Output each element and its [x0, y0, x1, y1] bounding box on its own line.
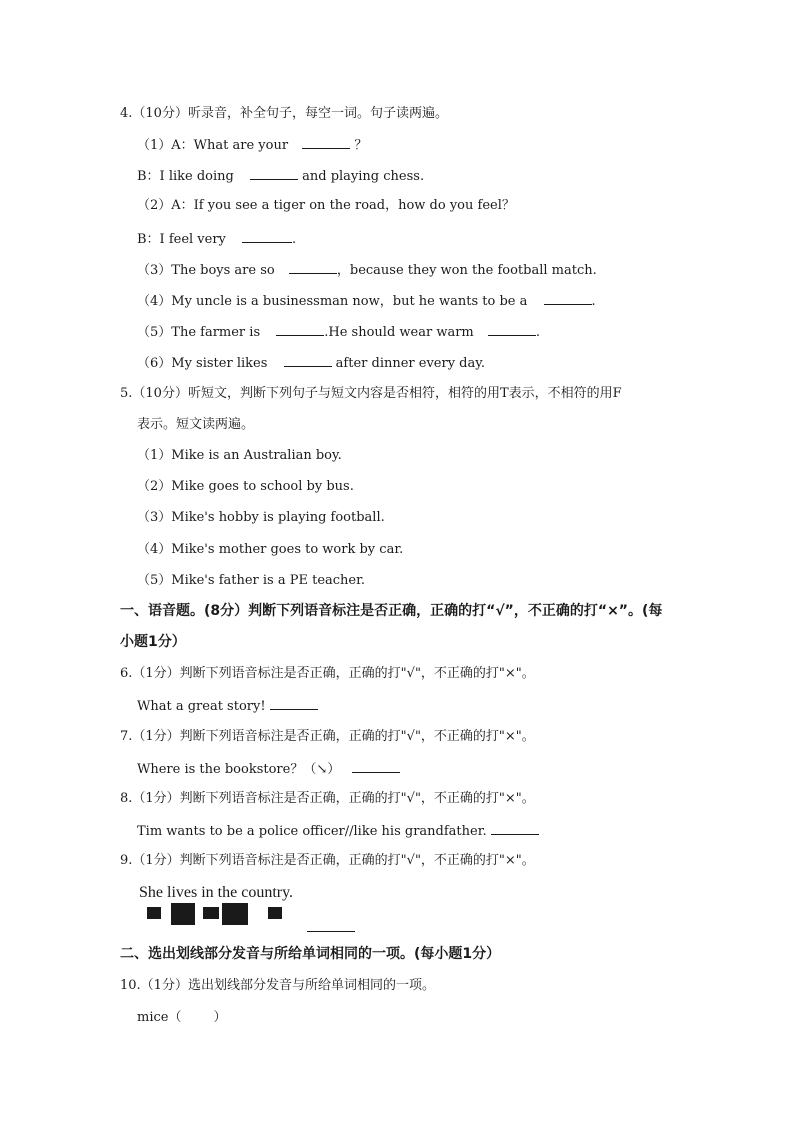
q5-item: （1）Mike is an Australian boy.: [137, 448, 342, 463]
q10-word: mice（: [137, 1010, 182, 1025]
q6-text: What a great story!: [137, 699, 266, 714]
q4-s2b-text: B：I feel very: [137, 232, 226, 247]
stress-mark-strong: [171, 903, 195, 925]
q4-s6-rest: after dinner every day.: [335, 356, 486, 371]
answer-blank[interactable]: [276, 323, 324, 336]
q4-s4-text: （4）My uncle is a businessman now，but he wants to be a: [137, 294, 528, 309]
stress-mark-weak: [147, 907, 161, 919]
stress-mark-strong: [222, 903, 248, 925]
q4-s2b-mark: .: [292, 232, 297, 247]
q4-s4: [137, 292, 596, 310]
q5-item: （3）Mike's hobby is playing football.: [137, 510, 385, 525]
answer-blank[interactable]: [491, 822, 539, 835]
answer-blank[interactable]: [289, 261, 337, 274]
answer-blank[interactable]: [488, 323, 536, 336]
q4-s1a-mark: ？: [354, 138, 368, 153]
q5-item: （5）Mike's father is a PE teacher.: [137, 573, 366, 588]
section2-heading: 二、选出划线部分发音与所给单词相同的一项。(每小题1分）: [120, 946, 501, 962]
q4-s6: [137, 354, 485, 372]
answer-blank[interactable]: [307, 931, 355, 932]
q4-s5-mid: .He should wear warm: [324, 325, 474, 340]
stress-mark-weak: [203, 907, 219, 919]
q4-s1b-text: B：I like doing: [137, 169, 234, 184]
q4-title: 4.（10分）听录音，补全句子，每空一词。句子读两遍。: [120, 106, 448, 121]
stress-mark-weak: [268, 907, 282, 919]
q7-text: Where is the bookstore？（↘）: [137, 762, 341, 777]
q4-s2a: （2）A：If you see a tiger on the road，how do you feel？: [137, 198, 515, 213]
q4-s1a: [137, 136, 367, 154]
answer-blank[interactable]: [242, 230, 292, 243]
q4-s1b: [137, 167, 424, 185]
q9-title: 9.（1分）判断下列语音标注是否正确，正确的打"√"，不正确的打"×"。: [120, 853, 535, 868]
q6-title: 6.（1分）判断下列语音标注是否正确，正确的打"√"，不正确的打"×"。: [120, 666, 535, 681]
answer-blank[interactable]: [284, 354, 332, 367]
section1-heading-line1: 一、语音题。(8分）判断下列语音标注是否正确，正确的打“√”，不正确的打“×”。(每: [120, 603, 663, 619]
q4-s6-text: （6）My sister likes: [137, 356, 268, 371]
q7-sentence: [137, 760, 400, 778]
q10-close: ）: [213, 1010, 227, 1025]
q8-text: Tim wants to be a police officer//like his grandfather.: [137, 824, 487, 839]
q10-title: 10.（1分）选出划线部分发音与所给单词相同的一项。: [120, 978, 435, 993]
answer-blank[interactable]: [250, 167, 298, 180]
q4-s4-mark: .: [591, 294, 596, 309]
q4-s3-rest: ，because they won the football match.: [336, 263, 597, 278]
q4-s5-text: （5）The farmer is: [137, 325, 261, 340]
q8-title: 8.（1分）判断下列语音标注是否正确，正确的打"√"，不正确的打"×"。: [120, 791, 535, 806]
answer-blank[interactable]: [352, 760, 400, 773]
answer-blank[interactable]: [270, 697, 318, 710]
q5-item: （4）Mike's mother goes to work by car.: [137, 542, 404, 557]
answer-blank[interactable]: [544, 292, 592, 305]
q4-s1b-rest: and playing chess.: [302, 169, 425, 184]
q4-s5: [137, 323, 540, 341]
q4-s5-mark: .: [535, 325, 541, 340]
q4-s3: [137, 261, 597, 279]
section1-heading-line2: 小题1分）: [120, 634, 186, 650]
answer-blank[interactable]: [302, 136, 350, 149]
q9-sentence: She lives in the country.: [139, 884, 294, 901]
q5-title-line1: 5.（10分）听短文，判断下列句子与短文内容是否相符，相符的用T表示，不相符的用F: [120, 386, 622, 401]
q6-sentence: [137, 697, 318, 715]
q5-item: （2）Mike goes to school by bus.: [137, 479, 354, 494]
q4-s1a-text: （1）A：What are your: [137, 138, 289, 153]
q5-title-line2: 表示。短文读两遍。: [137, 417, 255, 432]
q4-s2b: [137, 230, 296, 248]
q10-answer: [137, 1010, 226, 1026]
q8-sentence: [137, 822, 539, 840]
q4-s3-text: （3）The boys are so: [137, 263, 275, 278]
q7-title: 7.（1分）判断下列语音标注是否正确，正确的打"√"，不正确的打"×"。: [120, 729, 535, 744]
